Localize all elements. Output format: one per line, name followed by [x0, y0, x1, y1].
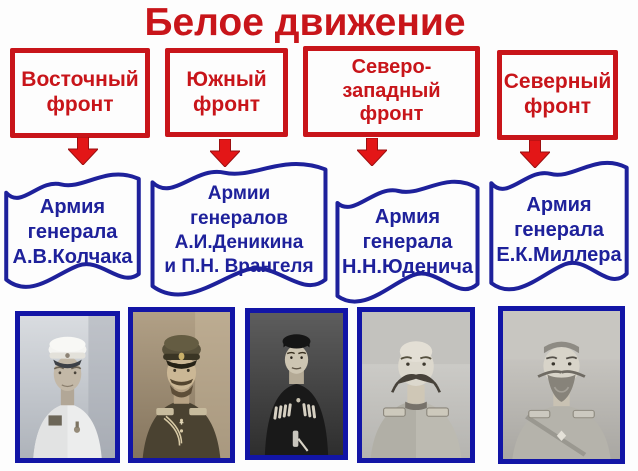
army-label-line: Е.К.Миллера: [496, 243, 622, 266]
army-label: [2, 162, 143, 302]
kolchak-portrait-photo: [20, 316, 115, 458]
front-box-northwestern: [303, 46, 480, 137]
front-label-line: фронт: [524, 95, 591, 118]
wrangel-portrait-photo: [250, 313, 343, 455]
army-label: [487, 152, 631, 308]
front-label-line: Южный: [186, 67, 267, 91]
army-label-line: Армия: [374, 205, 441, 228]
army-label-line: генерала: [514, 218, 604, 241]
army-label: [333, 167, 482, 317]
page-title: Белое движение: [144, 1, 466, 44]
army-label-line: Н.Н.Юденича: [341, 255, 474, 278]
front-label-line: Северный: [503, 70, 612, 94]
front-label-line: Восточный: [21, 68, 139, 92]
down-arrow-icon: [357, 138, 387, 166]
portrait-frame: [15, 311, 120, 463]
army-label-line: генерала: [362, 230, 453, 253]
army-label-line: генерала: [27, 220, 118, 243]
army-label-line: Армия: [526, 193, 592, 216]
army-label-line: А.И.Деникина: [174, 232, 304, 253]
army-label-line: Армии: [207, 183, 271, 205]
denikin-portrait-photo: [133, 312, 230, 458]
army-banner-denikin-wrangel: [147, 150, 331, 312]
portrait-frame: [128, 307, 235, 463]
army-label-line: генералов: [190, 207, 288, 229]
front-box-northern: [497, 50, 618, 140]
front-box-eastern: [10, 48, 150, 138]
army-label: [147, 150, 331, 312]
front-label-line: фронт: [359, 103, 424, 126]
army-banner-miller: [487, 152, 631, 308]
front-label-line: Северо-: [351, 56, 432, 79]
front-label-line: фронт: [193, 92, 260, 116]
front-label-line: фронт: [46, 93, 114, 116]
down-arrow-icon: [68, 137, 98, 165]
army-label-line: Армия: [39, 195, 106, 218]
portrait-frame: [245, 308, 348, 460]
portrait-frame: [498, 306, 625, 464]
army-banner-kolchak: [2, 162, 143, 302]
army-label-line: А.В.Колчака: [12, 245, 133, 268]
yudenich-portrait-photo: [362, 312, 470, 458]
miller-portrait-photo: [503, 311, 620, 459]
army-label-line: и П.Н. Врангеля: [164, 256, 314, 278]
army-banner-yudenich: [333, 167, 482, 317]
portrait-frame: [357, 307, 475, 463]
front-box-southern: [165, 48, 288, 137]
front-label-line: западный: [342, 79, 441, 102]
